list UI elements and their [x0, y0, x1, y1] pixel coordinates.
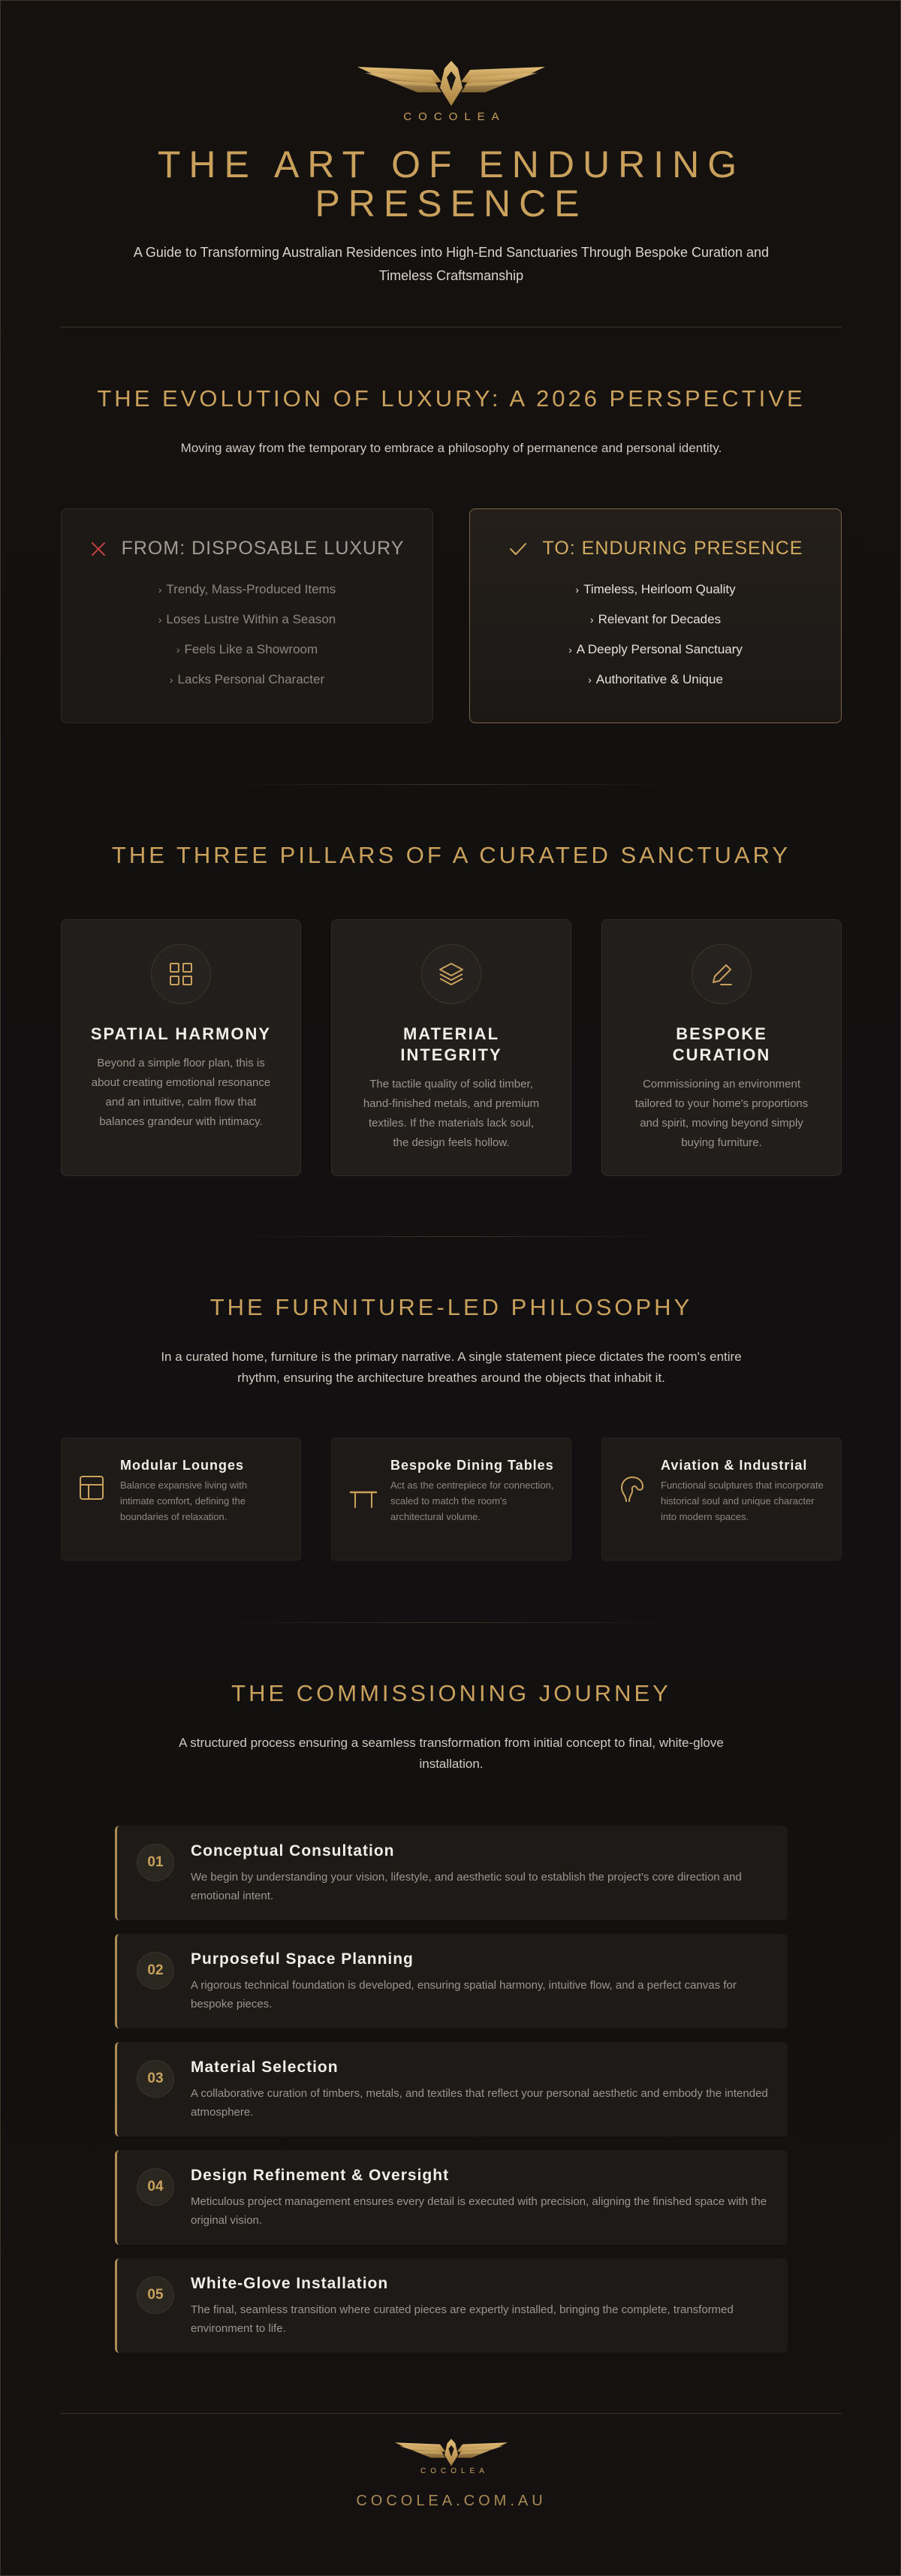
- step-number: 03: [137, 2060, 174, 2098]
- step-title: Conceptual Consultation: [191, 1842, 395, 1860]
- journey-step: [115, 1934, 788, 2029]
- pillar-card-spatial-harmony: [61, 919, 301, 1176]
- from-heading-text: FROM: DISPOSABLE LUXURY: [121, 538, 405, 559]
- to-list: [470, 575, 841, 695]
- pillar-title: BESPOKE CURATION: [672, 1024, 771, 1064]
- furniture-card-aviation-industrial: [601, 1437, 842, 1561]
- grid-icon: [151, 944, 211, 1004]
- from-list: [62, 575, 432, 695]
- check-icon: [508, 541, 528, 557]
- furniture-title: Aviation & Industrial: [661, 1458, 808, 1473]
- furniture-body: Act as the centrepiece for connection, scaled to match the room's architectural volume.: [390, 1480, 554, 1522]
- logo-wordmark: COCOLEA: [403, 110, 506, 123]
- website-link[interactable]: COCOLEA.COM.AU: [356, 2493, 547, 2509]
- furniture-title: THE FURNITURE-LED PHILOSOPHY: [209, 1294, 693, 1320]
- furniture-title: Modular Lounges: [120, 1458, 244, 1473]
- pillar-body: Commissioning an environment tailored to your home's proportions and spirit, moving beyond simply buying furniture.: [634, 1078, 809, 1149]
- step-body: Meticulous project management ensures every detail is executed with precision, aligning the finished space with the original vision.: [191, 2195, 767, 2227]
- layers-icon: [421, 944, 481, 1004]
- divider: [226, 1622, 677, 1623]
- furniture-body: Balance expansive living with intimate comfort, defining the boundaries of relaxation.: [120, 1480, 248, 1522]
- list-item: › Trendy, Mass-Produced Items: [158, 582, 336, 596]
- divider: [226, 784, 677, 785]
- journey-step: [115, 2042, 788, 2137]
- step-body: A collaborative curation of timbers, metals, and textiles that reflect your personal aesthetic and embody the intended atmosphere.: [191, 2087, 768, 2119]
- pen-icon: [692, 944, 752, 1004]
- furniture-card-modular-lounges: [61, 1437, 301, 1561]
- step-body: A rigorous technical foundation is developed, ensuring spatial harmony, intuitive flow, and a perfect canvas for bespoke pieces.: [191, 1979, 737, 2010]
- hero-title-line2: PRESENCE: [315, 182, 588, 225]
- step-title: Design Refinement & Oversight: [191, 2167, 450, 2184]
- step-title: Material Selection: [191, 2059, 339, 2076]
- furniture-card-dining-tables: [331, 1437, 571, 1561]
- pillar-card-material-integrity: [331, 919, 571, 1176]
- from-heading: [62, 538, 432, 560]
- list-item: › Feels Like a Showroom: [176, 642, 318, 656]
- list-item: › Timeless, Heirloom Quality: [575, 582, 736, 596]
- step-title: White-Glove Installation: [191, 2275, 389, 2292]
- table-icon: [348, 1455, 380, 1560]
- from-card: [61, 508, 433, 723]
- step-title: Purposeful Space Planning: [191, 1950, 414, 1968]
- journey-title: THE COMMISSIONING JOURNEY: [231, 1680, 671, 1706]
- to-heading: [470, 538, 841, 560]
- hero-title-line1: THE ART OF ENDURING: [157, 143, 746, 186]
- step-number: 04: [137, 2168, 174, 2206]
- to-card: [469, 508, 842, 723]
- header-logo[interactable]: [1, 61, 901, 123]
- divider: [61, 2413, 842, 2414]
- divider: [226, 1236, 677, 1237]
- sculpture-icon: [619, 1455, 650, 1560]
- eagle-logo-icon: [395, 2439, 508, 2467]
- list-item: › Authoritative & Unique: [588, 672, 723, 686]
- layout-icon: [78, 1455, 110, 1560]
- pillar-title: MATERIAL INTEGRITY: [400, 1024, 502, 1064]
- journey-step: [115, 2258, 788, 2353]
- step-body: The final, seamless transition where curated pieces are expertly installed, bringing the complete, transformed environment to life.: [191, 2303, 734, 2335]
- pillar-title: SPATIAL HARMONY: [90, 1024, 272, 1043]
- hero-title: [1, 145, 901, 223]
- list-item: › Lacks Personal Character: [169, 672, 325, 686]
- pillar-body: Beyond a simple floor plan, this is about creating emotional resonance and an intuitive, calm flow that balances grandeur with intimacy.: [91, 1057, 271, 1128]
- furniture-body: Functional sculptures that incorporate historical soul and unique character into modern spaces.: [661, 1480, 824, 1522]
- to-heading-text: TO: ENDURING PRESENCE: [542, 538, 803, 559]
- step-number: 01: [137, 1844, 174, 1881]
- step-number: 05: [137, 2276, 174, 2314]
- furniture-subtitle: In a curated home, furniture is the primary narrative. A single statement piece dictates the room's entire rhythm, ensuring the architecture breathes around the objects that inhabit it.: [161, 1350, 742, 1385]
- list-item: › Relevant for Decades: [589, 612, 722, 626]
- journey-subtitle: A structured process ensuring a seamless transformation from initial concept to final, white-glove installation.: [179, 1736, 724, 1771]
- footer-logo[interactable]: [1, 2439, 901, 2475]
- step-body: We begin by understanding your vision, lifestyle, and aesthetic soul to establish the project's core direction and emotional intent.: [191, 1871, 742, 1902]
- step-number: 02: [137, 1952, 174, 1989]
- journey-step: [115, 2150, 788, 2245]
- evolution-title: THE EVOLUTION OF LUXURY: A 2026 PERSPECTIVE: [97, 385, 806, 412]
- pillar-card-bespoke-curation: [601, 919, 842, 1176]
- journey-step: [115, 1826, 788, 1920]
- furniture-title: Bespoke Dining Tables: [390, 1458, 554, 1473]
- hero-subtitle: A Guide to Transforming Australian Residences into High-End Sanctuaries Through Bespoke Curation and Timeless Craftsmanship: [133, 245, 770, 283]
- pillars-title: THE THREE PILLARS OF A CURATED SANCTUARY: [111, 842, 791, 868]
- evolution-subtitle: Moving away from the temporary to embrace a philosophy of permanence and personal identity.: [180, 441, 722, 455]
- list-item: › Loses Lustre Within a Season: [158, 612, 336, 626]
- logo-wordmark: COCOLEA: [420, 2467, 489, 2475]
- pillar-body: The tactile quality of solid timber, hand-finished metals, and premium textiles. If the materials lack soul, the design feels hollow.: [363, 1078, 540, 1149]
- eagle-logo-icon: [357, 61, 545, 107]
- list-item: › A Deeply Personal Sanctuary: [568, 642, 743, 656]
- x-icon: [90, 541, 107, 557]
